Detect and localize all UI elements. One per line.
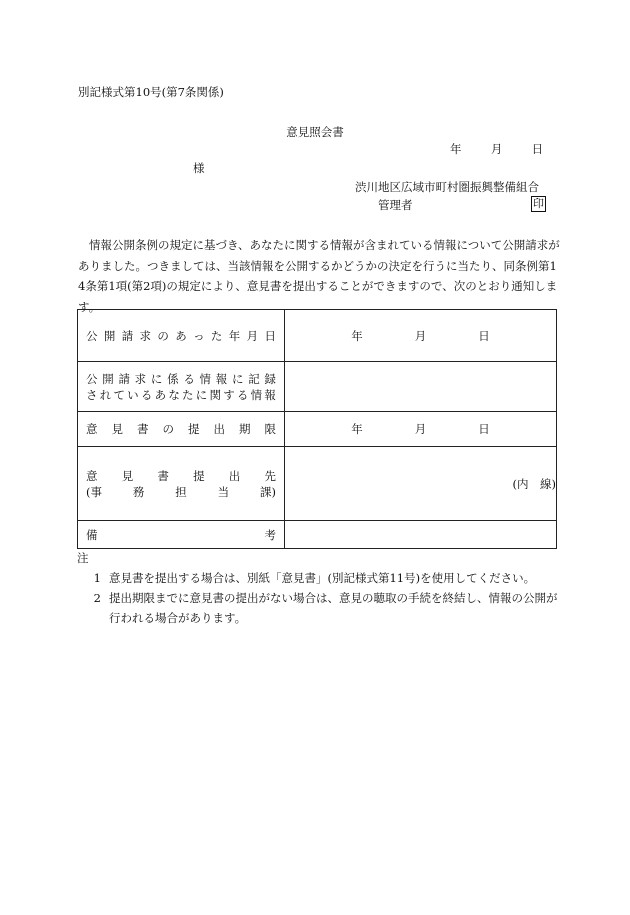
issue-date bbox=[450, 141, 543, 157]
row-value-request-date[interactable] bbox=[285, 310, 557, 362]
related-info-label-line-2: さ れ て い る あ な た に 関 す る 情 報 bbox=[86, 387, 276, 402]
row-label-remarks bbox=[78, 521, 285, 549]
value-day: 日 bbox=[478, 422, 490, 436]
remarks-label: 備 考 bbox=[86, 527, 276, 542]
note-item bbox=[77, 588, 562, 628]
request-date-label: 公 開 請 求 の あ っ た 年 月 日 bbox=[86, 328, 276, 343]
table-row bbox=[78, 362, 557, 412]
seal-mark: 印 bbox=[533, 197, 544, 210]
note-item bbox=[77, 568, 562, 588]
row-value-related-info[interactable] bbox=[285, 362, 557, 412]
notes-heading: 注 bbox=[77, 551, 89, 565]
document-title: 意見照会書 bbox=[286, 125, 344, 139]
note-number: 1 bbox=[93, 571, 101, 585]
form-number: 別記様式第10号(第7条関係) bbox=[78, 85, 224, 99]
sender-role-line bbox=[378, 197, 546, 213]
date-month-label: 月 bbox=[490, 142, 503, 156]
addressee-suffix: 様 bbox=[193, 161, 205, 175]
sender-organization: 渋川地区広域市町村圏振興整備組合 bbox=[355, 180, 539, 194]
sender-role: 管理者 bbox=[378, 198, 413, 212]
submit-to-label-line-1: 意 見 書 提 出 先 bbox=[86, 468, 276, 483]
notes-section bbox=[77, 548, 562, 628]
table-row bbox=[78, 310, 557, 362]
body-paragraph: 情報公開条例の規定に基づき、あなたに関する情報が含まれている情報について公開請求がありました。つきましては、当該情報を公開するかどうかの決定を行うに当たり、同条例第14条第1項(第2項)の規定により、意見書を提出することができますので、次のとおり通知します。 bbox=[78, 238, 560, 314]
value-month: 月 bbox=[414, 328, 427, 343]
row-label-deadline bbox=[78, 412, 285, 447]
table-row bbox=[78, 412, 557, 447]
note-number: 2 bbox=[93, 591, 101, 605]
value-year: 年 bbox=[351, 328, 363, 343]
value-day: 日 bbox=[478, 328, 490, 343]
date-year-label: 年 bbox=[450, 142, 462, 156]
extension-label: (内 線) bbox=[512, 476, 556, 491]
related-info-label-line-1: 公 開 請 求 に 係 る 情 報 に 記 録 bbox=[86, 371, 276, 386]
note-text: 意見書を提出する場合は、別紙「意見書」(別記様式第11号)を使用してください。 bbox=[109, 571, 536, 585]
info-table bbox=[77, 309, 557, 549]
value-year: 年 bbox=[351, 422, 363, 436]
row-value-remarks[interactable] bbox=[285, 521, 557, 549]
value-month: 月 bbox=[414, 422, 427, 436]
table-row bbox=[78, 447, 557, 521]
row-value-deadline[interactable] bbox=[285, 412, 557, 447]
row-label-submit-to bbox=[78, 447, 285, 521]
row-label-related-info bbox=[78, 362, 285, 412]
date-day-label: 日 bbox=[531, 142, 544, 156]
deadline-label: 意 見 書 の 提 出 期 限 bbox=[86, 422, 276, 436]
note-text: 提出期限までに意見書の提出がない場合は、意見の聴取の手続を終結し、情報の公開が行われる場合があります。 bbox=[109, 591, 558, 625]
table-row bbox=[78, 521, 557, 549]
row-value-submit-to[interactable] bbox=[285, 447, 557, 521]
row-label-request-date bbox=[78, 310, 285, 362]
submit-to-label-line-2: (事 務 担 当 課) bbox=[86, 484, 276, 499]
